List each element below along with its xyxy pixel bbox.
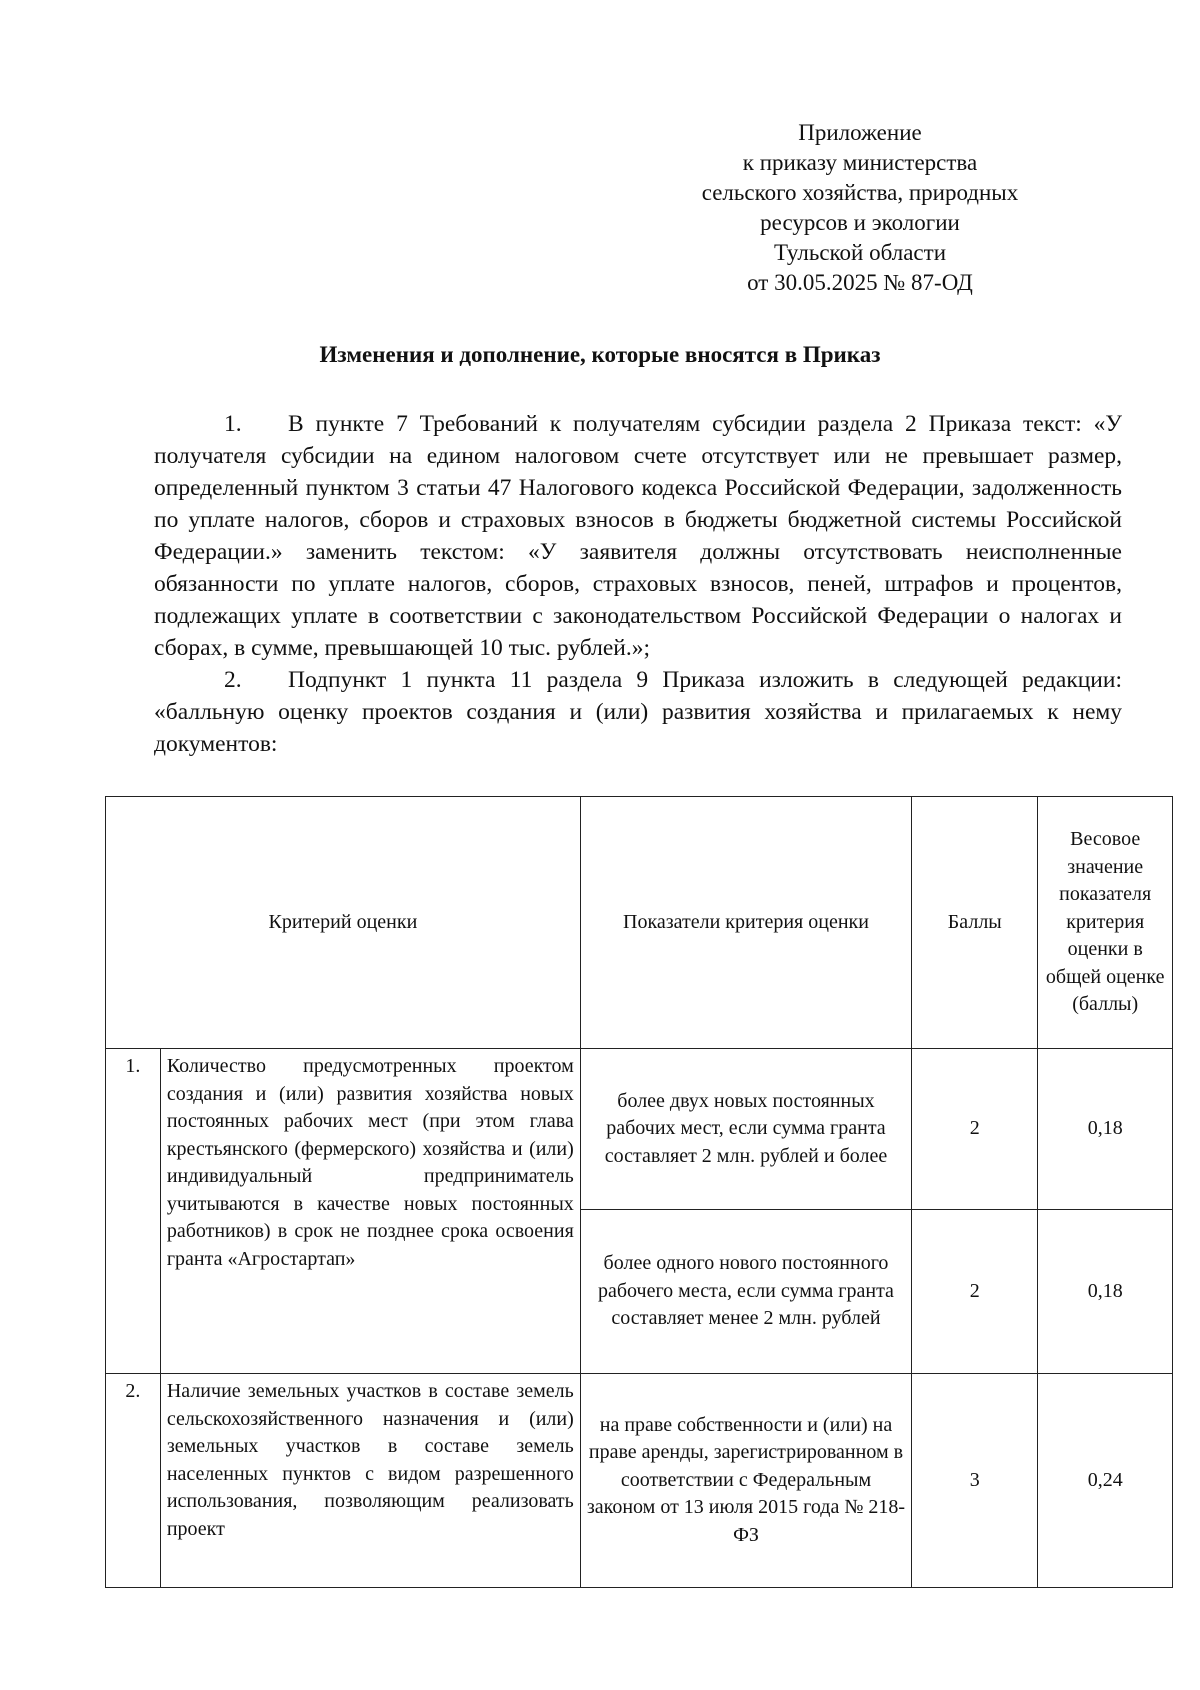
row-weight: 0,18: [1038, 1210, 1173, 1374]
row-weight: 0,24: [1038, 1374, 1173, 1588]
row-number: 2.: [106, 1374, 161, 1588]
row-score: 3: [912, 1374, 1038, 1588]
table-header-row: [106, 797, 1173, 1049]
row-criterion: Количество предусмотренных проектом создания и (или) развития хозяйства новых постоянных рабочих мест (при этом глава крестьянского (фермерского) хозяйства и (или) индивидуальный предприниматель учитываются в качестве новых постоянных работников) в срок не позднее срока освоения гранта «Агростартап»: [160, 1049, 580, 1374]
header-criterion: Критерий оценки: [106, 797, 581, 1049]
header-weight: Весовое значение показателя критерия оценки в общей оценке (баллы): [1038, 797, 1173, 1049]
document-title: Изменения и дополнение, которые вносятся в Приказ: [319, 342, 881, 367]
row-criterion: Наличие земельных участков в составе земель сельскохозяйственного назначения и (или) земельных участков в составе земель населенных пунктов с видом разрешенного использования, позволяющим реализовать проект: [160, 1374, 580, 1588]
row-score: 2: [912, 1049, 1038, 1210]
header-score: Баллы: [912, 797, 1038, 1049]
row-indicator: более одного нового постоянного рабочего места, если сумма гранта составляет менее 2 млн. рублей: [580, 1210, 911, 1374]
table-row: [106, 1049, 1173, 1210]
row-score: 2: [912, 1210, 1038, 1374]
paragraph-text: В пункте 7 Требований к получателям субсидии раздела 2 Приказа текст: «У получателя субсидии на едином налоговом счете отсутствует или не превышает размер, определенный пунктом 3 статьи 47 Налогового кодекса Российской Федерации, задолженность по уплате налогов, сборов и страховых взносов в бюджеты бюджетной системы Российской Федерации.» заменить текстом: «У заявителя должны отсутствовать неисполненные обязанности по уплате налогов, сборов, страховых взносов, пеней, штрафов и процентов, подлежащих уплате в соответствии с законодательством Российской Федерации о налогах и сборах, в сумме, превышающей 10 тыс. рублей.»;: [154, 411, 1122, 661]
paragraph-1: [154, 408, 1122, 664]
attachment-line: Тульской области: [773, 240, 947, 265]
document-body: [154, 408, 1122, 760]
paragraph-number: 2.: [224, 667, 242, 693]
paragraph-2: [154, 664, 1122, 760]
attachment-line: ресурсов и экологии: [760, 210, 960, 235]
attachment-line: сельского хозяйства, природных: [701, 180, 1019, 205]
row-weight: 0,18: [1038, 1049, 1173, 1210]
paragraph-number: 1.: [224, 411, 242, 437]
attachment-block: [640, 118, 1080, 298]
row-indicator: более двух новых постоянных рабочих мест, если сумма гранта составляет 2 млн. рублей и более: [580, 1049, 911, 1210]
paragraph-text: Подпункт 1 пункта 11 раздела 9 Приказа изложить в следующей редакции: «балльную оценку проектов создания и (или) развития хозяйства и прилагаемых к нему документов:: [154, 667, 1122, 757]
header-indicators: Показатели критерия оценки: [580, 797, 911, 1049]
attachment-line: от 30.05.2025 № 87-ОД: [747, 270, 973, 295]
criteria-table: [105, 796, 1173, 1588]
attachment-line: Приложение: [798, 120, 922, 145]
table-row: [106, 1374, 1173, 1588]
attachment-line: к приказу министерства: [742, 150, 978, 175]
row-indicator: на праве собственности и (или) на праве аренды, зарегистрированном в соответствии с Федеральным законом от 13 июля 2015 года № 218-ФЗ: [580, 1374, 911, 1588]
row-number: 1.: [106, 1049, 161, 1374]
